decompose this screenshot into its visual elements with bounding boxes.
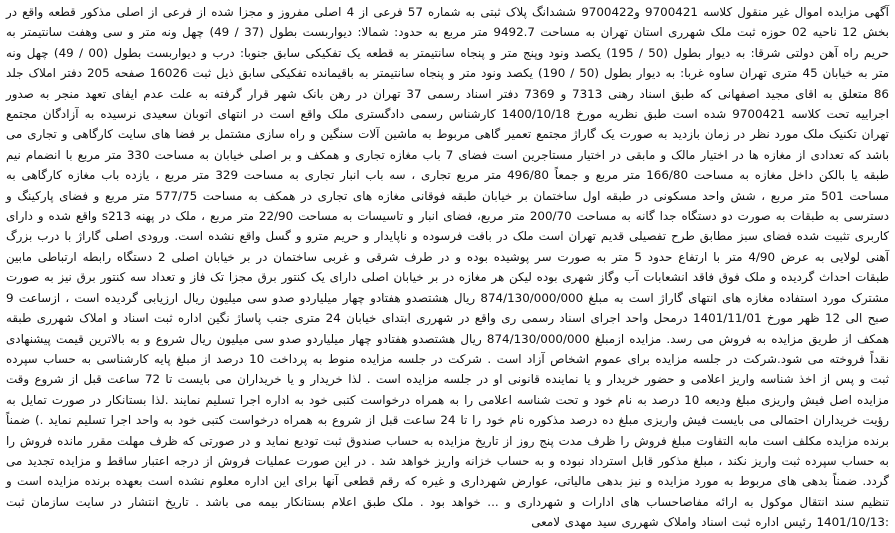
- auction-notice-text: آگهی مزایده اموال غیر منقول کلاسه 9700421 و9700422 ششدانگ پلاک ثبتی به شماره 57 فرعی از 4 اصلی مفروز و مجزا شده از فرعی از اصلی مذکور قطعه واقع در بخش 12 ناحیه 02 حوزه ثبت ملک شهرری استان تهران به مساحت 9492.7 متر مربع به حدود: شمالا: دیواربست بطول (37 / 49) چهل ونه متر و سی وهفت سانتیمتر به حریم راه آهن دولتی شرقا: به دیوار بطول (50 / 195) یکصد ونود وپنج متر و پنجاه سانتیمتر به قطعه یک تفکیکی سابق جنوبا: درب و دیواربست بطول (00 / 49) چهل ونه متر به خیابان 45 متری تهران ساوه غربا: به دیوار بطول (50 / 190) یکصد ونود متر و پنجاه سانتیمتر به باقیمانده تفکیکی سابق ذیل ثبت 16026 صفحه 205 دفتر املاک جلد 86 متعلق به اقای مجید اصفهانی که طبق اسناد رهنی 7313 و 7369 دفتر اسناد رسمی 37 تهران در رهن بانک شهر قرار گرفته به علت عدم ایفای تعهد منجر به صدور اجراییه تحت کلاسه 9700421 شده است طبق نظریه مورخ 1400/10/18 کارشناس رسمی دادگستری ملک واقع است در انتهای اتوبان سعیدی نرسیده به آزادگان مجتمع تهران تکنیک ملک مورد نظر در زمان بازدید به صورت یک گاراژ مجتمع تعمیر گاهی مربوط به ماشین آلات سنگین و راه سازی مشتمل بر فضا های سایت کارگاهی و تجاری می باشد که تعدادی از مغازه ها در اختیار مالک و مابقی در اختیار مستاجرین است فضای 7 باب مغازه تجاری و همکف و بر اصلی خیابان به مساحت 330 متر مربع با انضمام نیم طبقه یا بالکن داخل مغازه به مساحت 166/80 متر مربع و جمعاً 496/80 متر مربع تجاری ، سه باب انبار تجاری به مساحت 329 متر مربع ، یازده باب مغازه کارگاهی به مساحت 501 متر مربع ، شش واحد مسکونی در طبقه اول ساختمان بر خیابان طبقه فوقانی مغازه های تجاری در همکف به مساحت 577/75 متر مربع و فضای پارکینگ و دسترسی به طبقات به صورت دو دستگاه جدا گانه به مساحت 200/70 متر مربع، فضای انبار و تاسیسات به مساحت 22/90 متر مربع ، ملک در پهنه s213 واقع شده و دارای کاربری تثبیت شده فضای سبز مطابق طرح تفصیلی قدیم تهران است ملک در بافت فرسوده و ناپایدار و حریم مترو و گسل واقع نشده است. ورودی اصلی گاراژ با درب بزرگ آهنی لولایی به عرض 4/90 متر با ارتفاع حدود 5 متر به صورت سر پوشیده بوده و در طرف شرقی و غربی ساختمان در بر خیابان اصلی 2 دستگاه رابطه ارتباطی مابین طبقات احداث گردیده و ملک فوق فاقد انشعابات آب وگاز شهری بوده لیکن هر مغازه در بر خیابان اصلی دارای یک کنتور برق مجزا تک فاز و تعداد سه کنتور برق نیز به صورت مشترک مورد استفاده مغازه های انتهای گاراژ است به مبلغ 874/130/000/000 ریال هشتصدو هفتادو چهار میلیاردو صدو سی میلیون ریال ارزیابی گردیده است ، ازساعت 9 صبح الی 12 ظهر مورخ 1401/11/01 درمحل واحد اجرای اسناد رسمی ری واقع در شهرری ابتدای خیابان 24 متری جنب پاساژ نگین اداره ثبت اسناد و املاک شهرری طبقه همکف از طریق مزایده به فروش می رسد. مزایده ازمبلغ 874/130/000/000 ریال هشتصدو هفتادو چهار میلیاردو صدو سی میلیون ریال شروع و به بالاترین قیمت پیشنهادی نقداً فروخته می شود.شرکت در جلسه مزایده برای عموم اشخاص آزاد است . شرکت در جلسه مزایده منوط به پرداخت 10 درصد از مبلغ پایه کارشناسی به حساب سپرده ثبت و پس از اخذ شناسه واریز اعلامی و حضور خریدار و یا نماینده قانونی او در جلسه مزایده است . لذا خریدار و یا خریداران می بایست تا 72 ساعت قبل از شروع وقت مزایده اصل فیش واریزی مبلغ ودیعه 10 درصد به نام خود و تحت شناسه اعلامی را به همراه درخواست کتبی خود به اداره اجرا تسلیم نمایند .لذا بستانکار در صورت تمایل به رؤیت خریداران احتمالی می بایست فیش واریزی مبلغ ده درصد مذکوره نام خود را تا 24 ساعت قبل از شروع به همراه درخواست کتبی خود به واحد اجرا تسلیم نماید .) ضمناً برنده مزایده مکلف است مابه التفاوت مبلغ فروش را ظرف مدت پنج روز از تاریخ مزایده به حساب صندوق ثبت تودیع نماید و در صورتی که ظرف مهلت مقرر مانده فروش را به حساب سپرده ثبت واریز نکند ، مبلغ مذکور قابل استرداد نبوده و به حساب خزانه واریز خواهد شد . در این صورت عملیات فروش از درجه اعتبار ساقط و مزایده تجدید می گردد. ضمناً بدهی های مربوط به مورد مزایده و نیز بدهی مالیاتی، عوارض شهرداری و غیره که رقم قطعی آنها برای این اداره معلوم نشده است بعهده برنده مزایده است و تنظیم سند انتقال موکول به ارائه مفاصاحساب های ادارات و شهرداری و ... خواهد بود . ملک طبق اعلام بستانکار بیمه می باشد . تاریخ انتشار در سایت سازمان ثبت :1401/10/13 رئیس اداره ثبت اسناد واملاک شهرری سید مهدی لامعی: [5, 5, 890, 530]
